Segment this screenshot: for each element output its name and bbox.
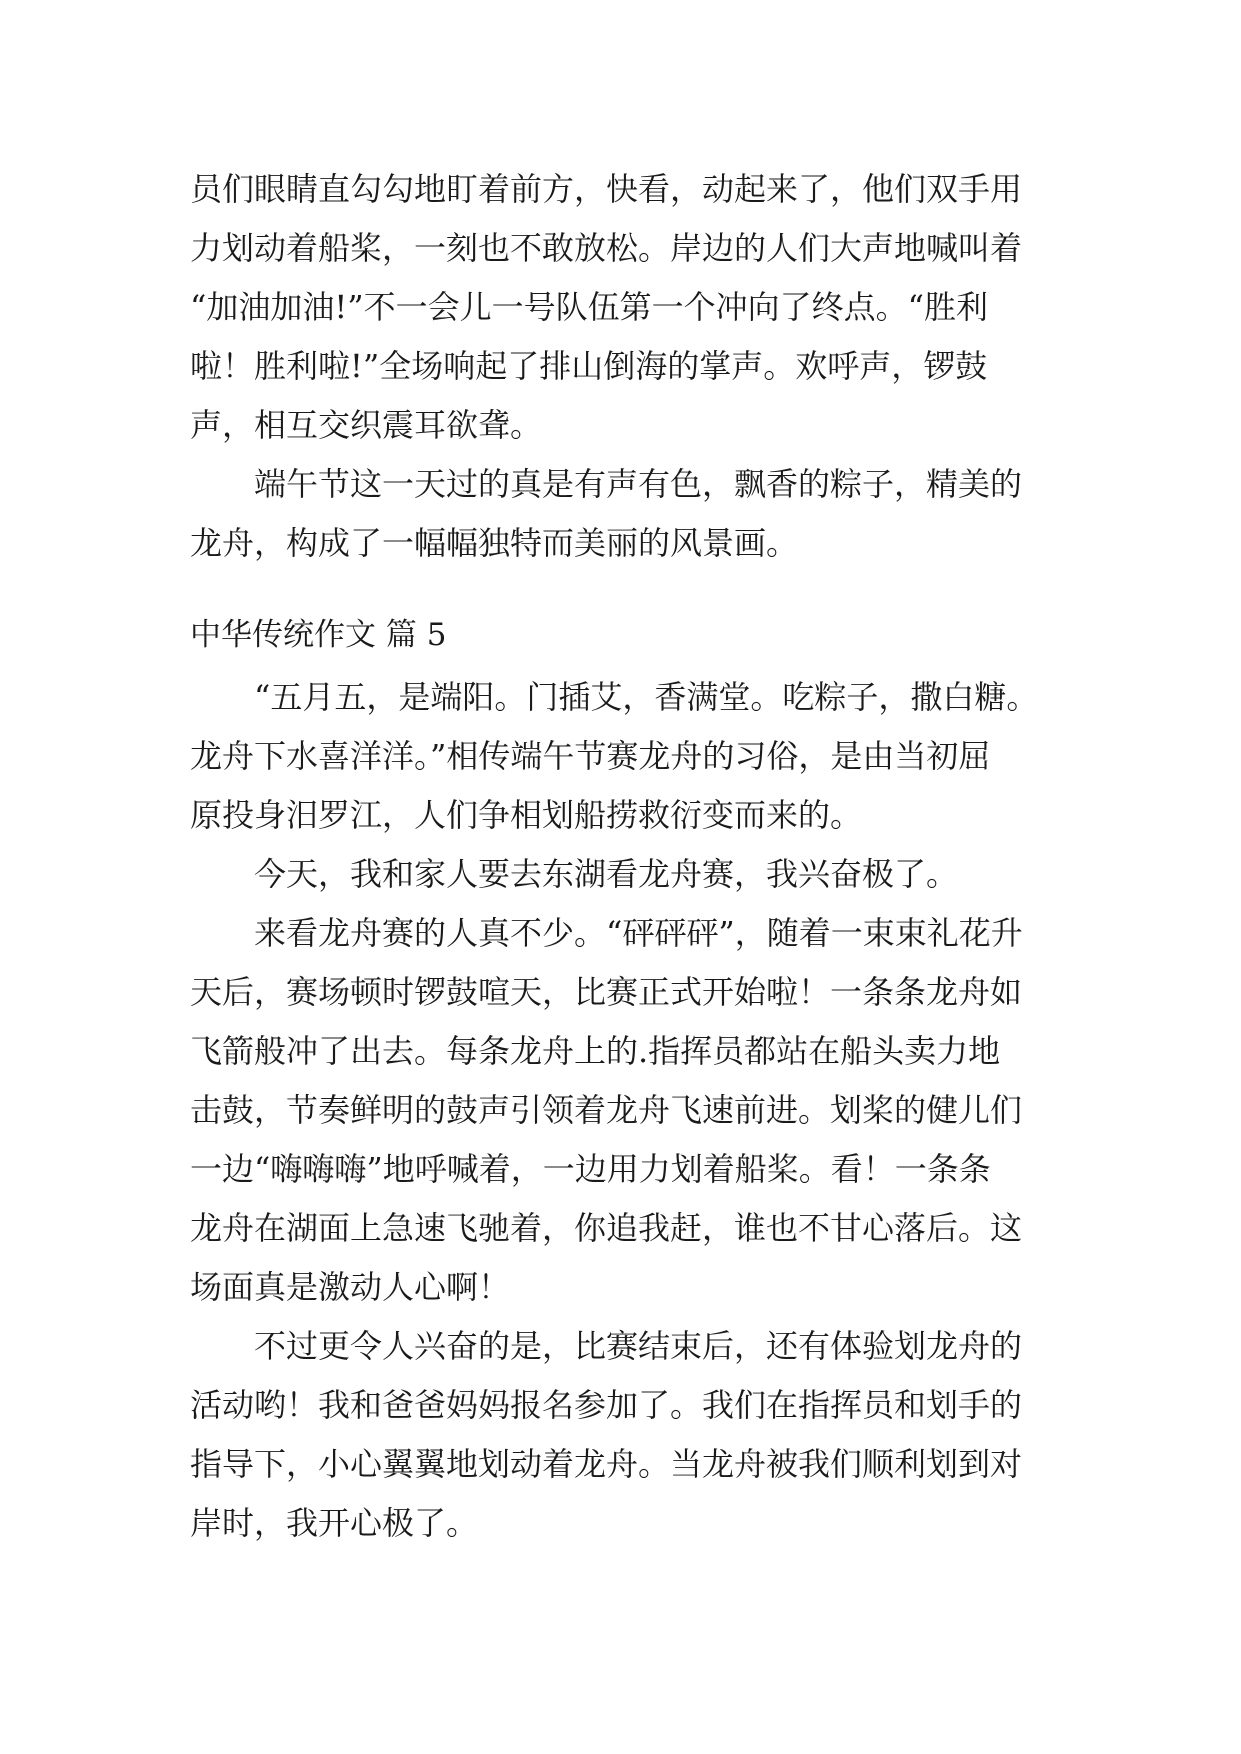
text-line: 击鼓，节奏鲜明的鼓声引领着龙舟飞速前进。划桨的健儿们 bbox=[190, 1091, 1023, 1129]
paragraph bbox=[190, 845, 1050, 904]
text-line: 原投身汨罗江，人们争相划船捞救衍变而来的。 bbox=[190, 796, 863, 834]
text-line: 一边“嗨嗨嗨”地呼喊着，一边用力划着船桨。看！一条条 bbox=[190, 1150, 991, 1188]
text-line: 天后，赛场顿时锣鼓喧天，比赛正式开始啦！一条条龙舟如 bbox=[190, 973, 1023, 1011]
text-line: “五月五，是端阳。门插艾，香满堂。吃粽子，撒白糖。 bbox=[254, 678, 1039, 716]
text-line: 今天，我和家人要去东湖看龙舟赛，我兴奋极了。 bbox=[254, 855, 959, 893]
text-line: “加油加油!”不一会儿一号队伍第一个冲向了终点。“胜利 bbox=[190, 288, 988, 326]
text-line: 活动哟！我和爸爸妈妈报名参加了。我们在指挥员和划手的 bbox=[190, 1386, 1023, 1424]
text-line: 来看龙舟赛的人真不少。“砰砰砰”，随着一束束礼花升 bbox=[254, 914, 1023, 952]
text-line: 龙舟，构成了一幅幅独特而美丽的风景画。 bbox=[190, 524, 799, 562]
paragraph bbox=[190, 455, 1050, 573]
text-line: 端午节这一天过的真是有声有色，飘香的粽子，精美的 bbox=[254, 465, 1023, 503]
text-line: 指导下，小心翼翼地划动着龙舟。当龙舟被我们顺利划到对 bbox=[190, 1445, 1023, 1483]
paragraph bbox=[190, 668, 1050, 845]
text-line: 龙舟在湖面上急速飞驰着，你追我赶，谁也不甘心落后。这 bbox=[190, 1209, 1023, 1247]
text-line: 声，相互交织震耳欲聋。 bbox=[190, 406, 543, 444]
text-line: 啦！胜利啦!”全场响起了排山倒海的掌声。欢呼声，锣鼓 bbox=[190, 347, 988, 385]
text-line: 不过更令人兴奋的是，比赛结束后，还有体验划龙舟的 bbox=[254, 1327, 1023, 1365]
text-line: 场面真是激动人心啊！ bbox=[190, 1268, 511, 1306]
document-body bbox=[190, 160, 1050, 1553]
paragraph bbox=[190, 160, 1050, 455]
text-line: 力划动着船桨，一刻也不敢放松。岸边的人们大声地喊叫着 bbox=[190, 229, 1023, 267]
text-line: 龙舟下水喜洋洋。”相传端午节赛龙舟的习俗，是由当初屈 bbox=[190, 737, 991, 775]
paragraph bbox=[190, 1317, 1050, 1553]
text-line: 飞箭般冲了出去。每条龙舟上的.指挥员都站在船头卖力地 bbox=[190, 1032, 1001, 1070]
text-line: 岸时，我开心极了。 bbox=[190, 1504, 479, 1542]
paragraph bbox=[190, 904, 1050, 1317]
section-heading: 中华传统作文 篇 5 bbox=[190, 617, 447, 653]
text-line: 员们眼睛直勾勾地盯着前方，快看，动起来了，他们双手用 bbox=[190, 170, 1023, 208]
